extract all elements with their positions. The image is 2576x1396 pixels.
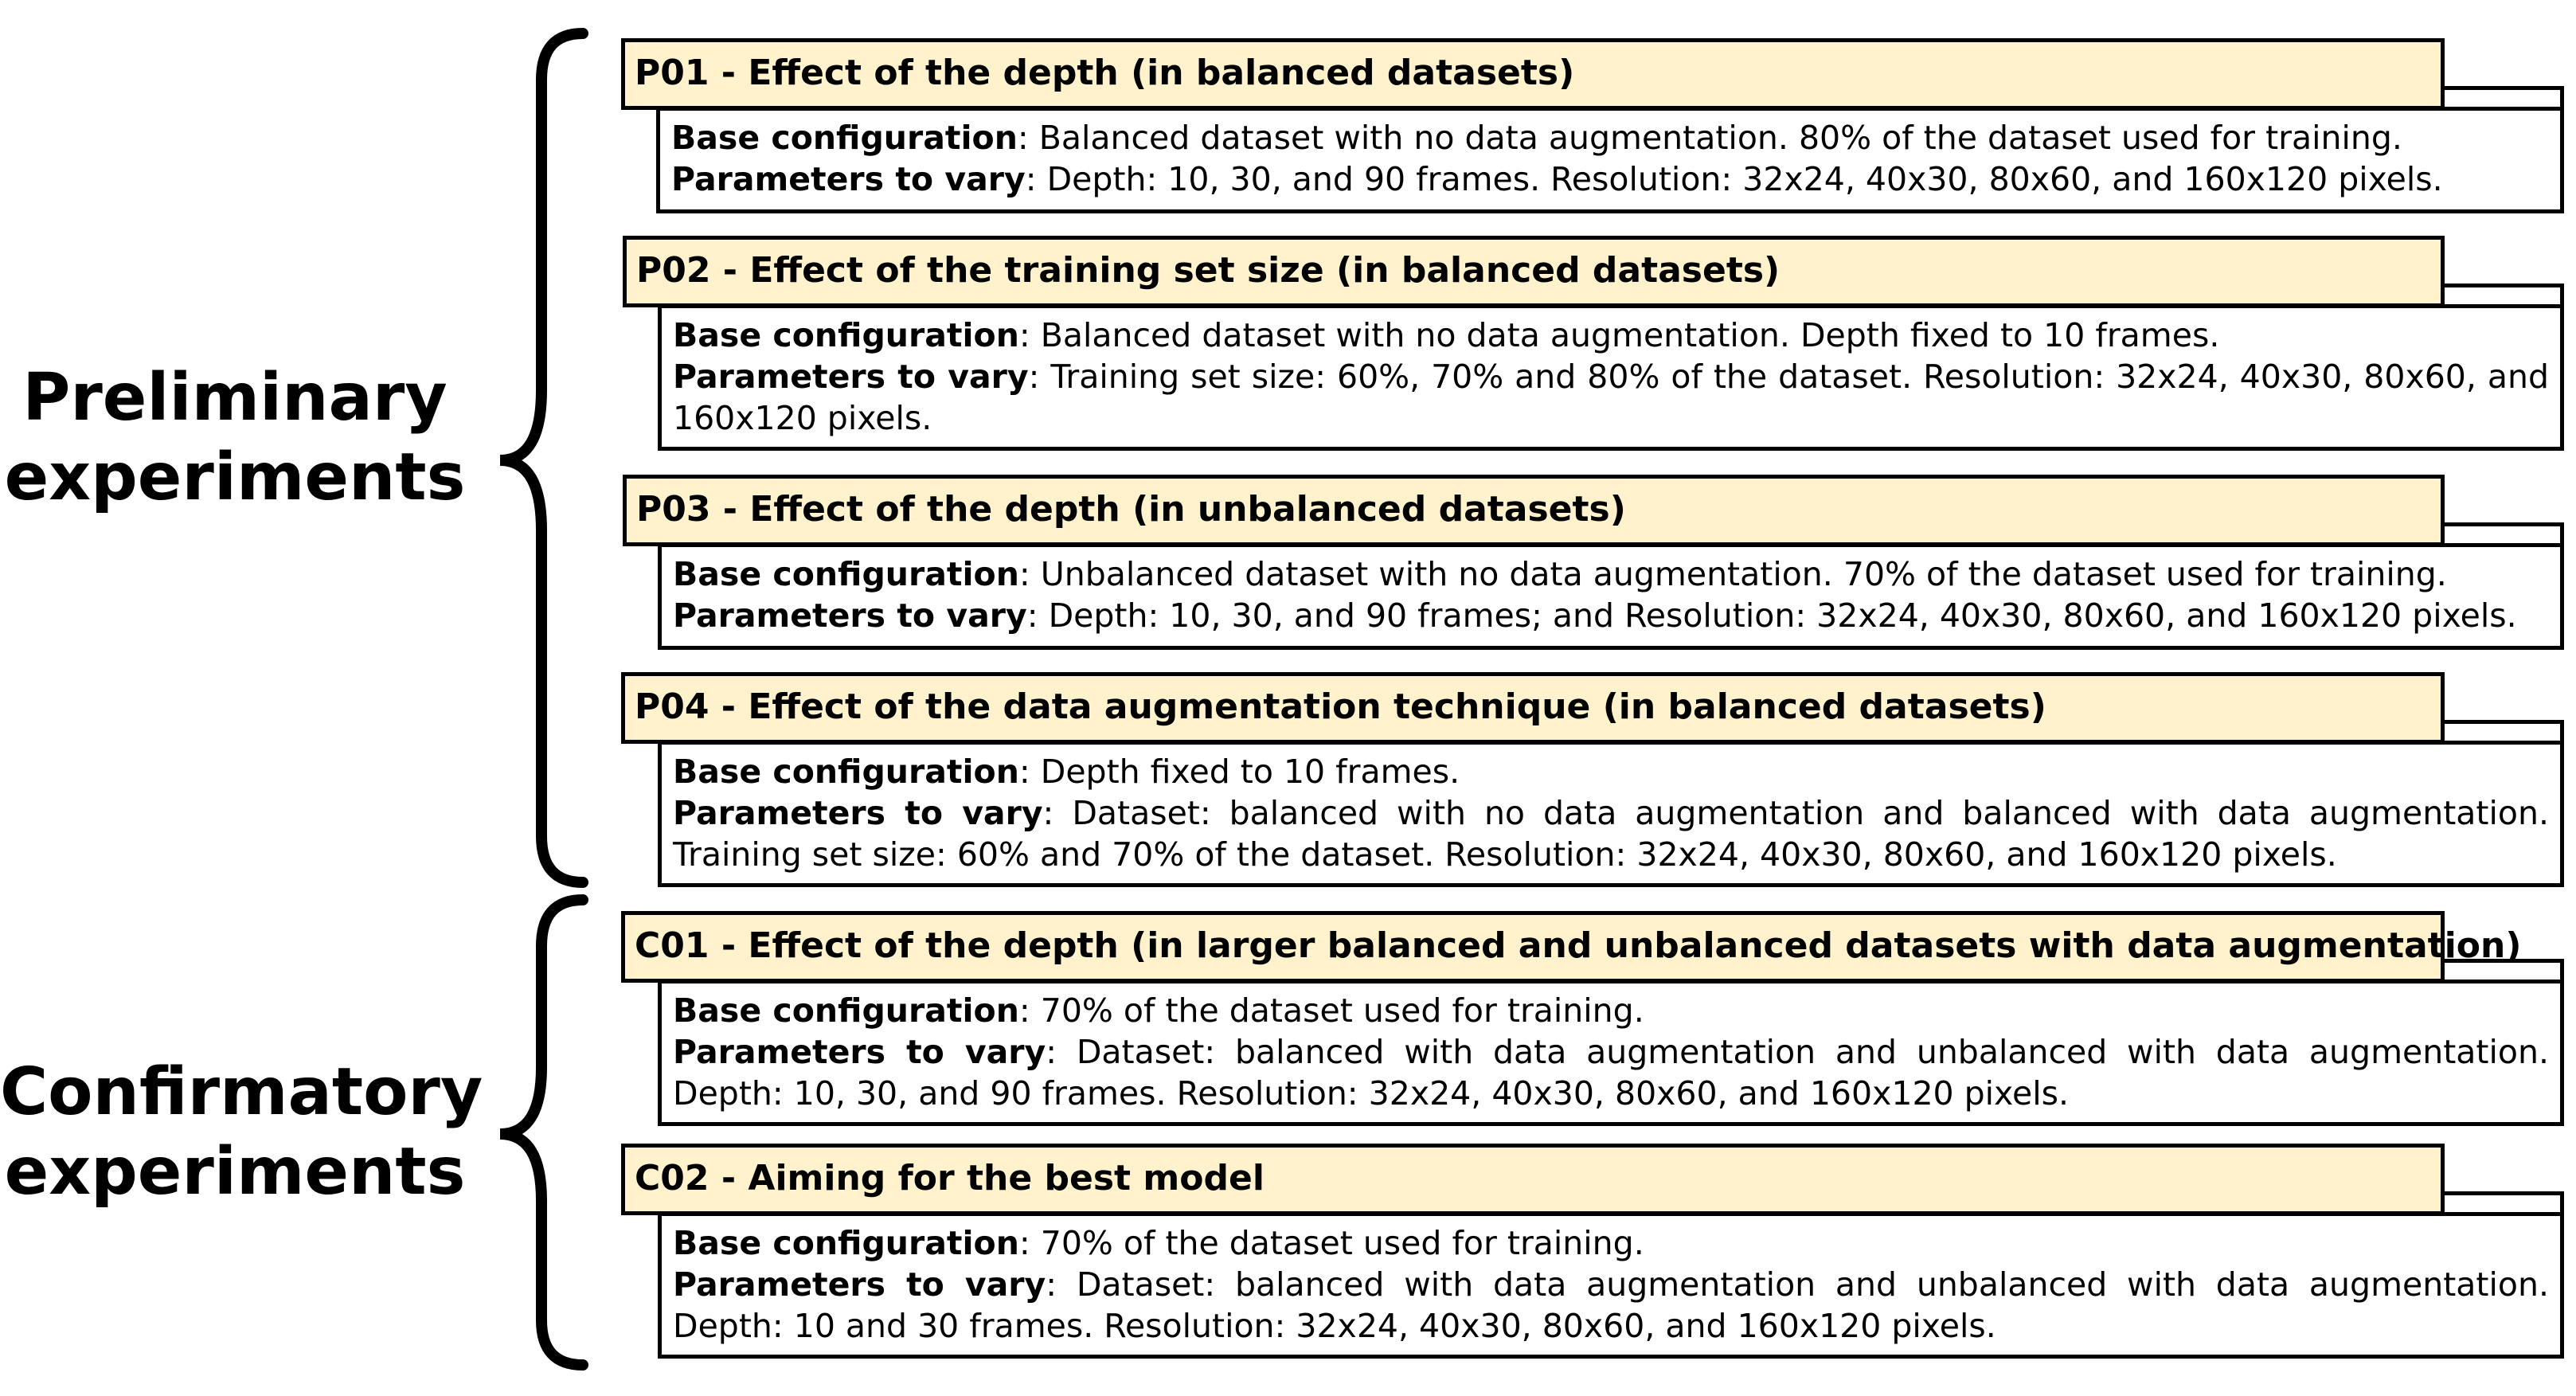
base-config-text: Unbalanced dataset with no data augmentation. 70% of the dataset used for training. bbox=[1040, 555, 2447, 593]
params-label: Parameters to vary bbox=[671, 160, 1026, 198]
base-config-text: Balanced dataset with no data augmentation. 80% of the dataset used for training. bbox=[1038, 119, 2402, 157]
experiment-body-c02: Base configuration: 70% of the dataset used for training. Parameters to vary: Dataset: balanced with data augmentation and unbalanced with data augmentation. Depth: 10 and 30 frames. Resolution: 32x24, 40x30, 80x60, and 160x120 pixels. bbox=[658, 1212, 2564, 1359]
experiment-title-text: C01 - Effect of the depth (in larger balanced and unbalanced datasets with data augmentation) bbox=[635, 925, 2522, 966]
experiment-title-text: P01 - Effect of the depth (in balanced datasets) bbox=[635, 53, 1575, 93]
params-text: Dataset: balanced with data augmentation and unbalanced with data augmentation. Depth: 10, 30, and 90 frames. Resolution: 32x24, 40x30, 80x60, and 160x120 pixels. bbox=[673, 1033, 2549, 1112]
base-config-label: Base configuration bbox=[673, 555, 1019, 593]
experiment-body-c01: Base configuration: 70% of the dataset used for training. Parameters to vary: Dataset: balanced with data augmentation and unbalanced with data augmentation. Depth: 10, 30, and 90 frames. Resolution: 32x24, 40x30, 80x60, and 160x120 pixels. bbox=[658, 980, 2564, 1126]
experiment-title-text: P04 - Effect of the data augmentation technique (in balanced datasets) bbox=[635, 686, 2046, 727]
group-label-line: experiments bbox=[4, 440, 466, 515]
params-text: Dataset: balanced with no data augmentation and balanced with data augmentation. Training set size: 60% and 70% of the dataset. Resolution: 32x24, 40x30, 80x60, and 160x120 pixels. bbox=[673, 794, 2549, 874]
experiment-title-c02 bbox=[621, 1144, 2445, 1215]
experiment-body-p02: Base configuration: Balanced dataset with no data augmentation. Depth fixed to 10 frames. Parameters to vary: Training set size: 60%, 70% and 80% of the dataset. Resolution: 32x24, 40x30, 80x60, and 160x120 pixels. bbox=[658, 304, 2564, 451]
base-config-text: 70% of the dataset used for training. bbox=[1040, 991, 1644, 1030]
base-config-label: Base configuration bbox=[673, 991, 1019, 1030]
params-label: Parameters to vary bbox=[673, 794, 1043, 832]
base-config-text: Balanced dataset with no data augmentation. Depth fixed to 10 frames. bbox=[1040, 316, 2220, 354]
group-label-line: experiments bbox=[4, 1134, 466, 1210]
experiment-title-p04 bbox=[621, 672, 2445, 744]
params-text: Depth: 10, 30, and 90 frames. Resolution: 32x24, 40x30, 80x60, and 160x120 pixels. bbox=[1046, 160, 2443, 198]
params-text: Training set size: 60%, 70% and 80% of the dataset. Resolution: 32x24, 40x30, 80x60, and 160x120 pixels. bbox=[673, 358, 2550, 437]
params-label: Parameters to vary bbox=[673, 596, 1027, 635]
experiment-title-p02 bbox=[623, 236, 2445, 307]
base-config-label: Base configuration bbox=[673, 1224, 1019, 1262]
base-config-label: Base configuration bbox=[671, 119, 1018, 157]
params-label: Parameters to vary bbox=[673, 1033, 1046, 1071]
params-text: Dataset: balanced with data augmentation and unbalanced with data augmentation. Depth: 10 and 30 frames. Resolution: 32x24, 40x30, 80x60, and 160x120 pixels. bbox=[673, 1265, 2549, 1345]
experiment-body-p01: Base configuration: Balanced dataset with no data augmentation. 80% of the dataset used for training. Parameters to vary: Depth: 10, 30, and 90 frames. Resolution: 32x24, 40x30, 80x60, and 160x120 pixels. bbox=[656, 107, 2564, 213]
group-label-line: Confirmatory bbox=[0, 1054, 483, 1130]
experiment-body-p03: Base configuration: Unbalanced dataset with no data augmentation. 70% of the dataset used for training. Parameters to vary: Depth: 10, 30, and 90 frames; and Resolution: 32x24, 40x30, 80x60, and 160x120 pixels. bbox=[658, 543, 2564, 650]
brace-confirmatory bbox=[500, 900, 583, 1365]
experiment-body-p04: Base configuration: Depth fixed to 10 frames. Parameters to vary: Dataset: balanced with no data augmentation and balanced with data augmentation. Training set size: 60% and 70% of the dataset. Resolution: 32x24, 40x30, 80x60, and 160x120 pixels. bbox=[658, 741, 2564, 887]
params-label: Parameters to vary bbox=[673, 1265, 1046, 1304]
experiment-title-text: P02 - Effect of the training set size (in balanced datasets) bbox=[636, 250, 1781, 291]
base-config-text: 70% of the dataset used for training. bbox=[1040, 1224, 1644, 1262]
experiment-title-p01 bbox=[621, 38, 2445, 110]
params-label: Parameters to vary bbox=[673, 358, 1029, 396]
experiment-title-c01 bbox=[621, 911, 2522, 983]
group-label-line: Preliminary bbox=[22, 360, 448, 436]
base-config-text: Depth fixed to 10 frames. bbox=[1040, 753, 1460, 791]
experiment-title-text: P03 - Effect of the depth (in unbalanced datasets) bbox=[636, 489, 1626, 530]
base-config-label: Base configuration bbox=[673, 316, 1019, 354]
params-text: Depth: 10, 30, and 90 frames; and Resolution: 32x24, 40x30, 80x60, and 160x120 pixels. bbox=[1048, 596, 2517, 635]
experiment-title-text: C02 - Aiming for the best model bbox=[635, 1158, 1265, 1199]
experiment-title-p03 bbox=[623, 475, 2445, 546]
brace-preliminary bbox=[500, 33, 583, 882]
base-config-label: Base configuration bbox=[673, 753, 1019, 791]
